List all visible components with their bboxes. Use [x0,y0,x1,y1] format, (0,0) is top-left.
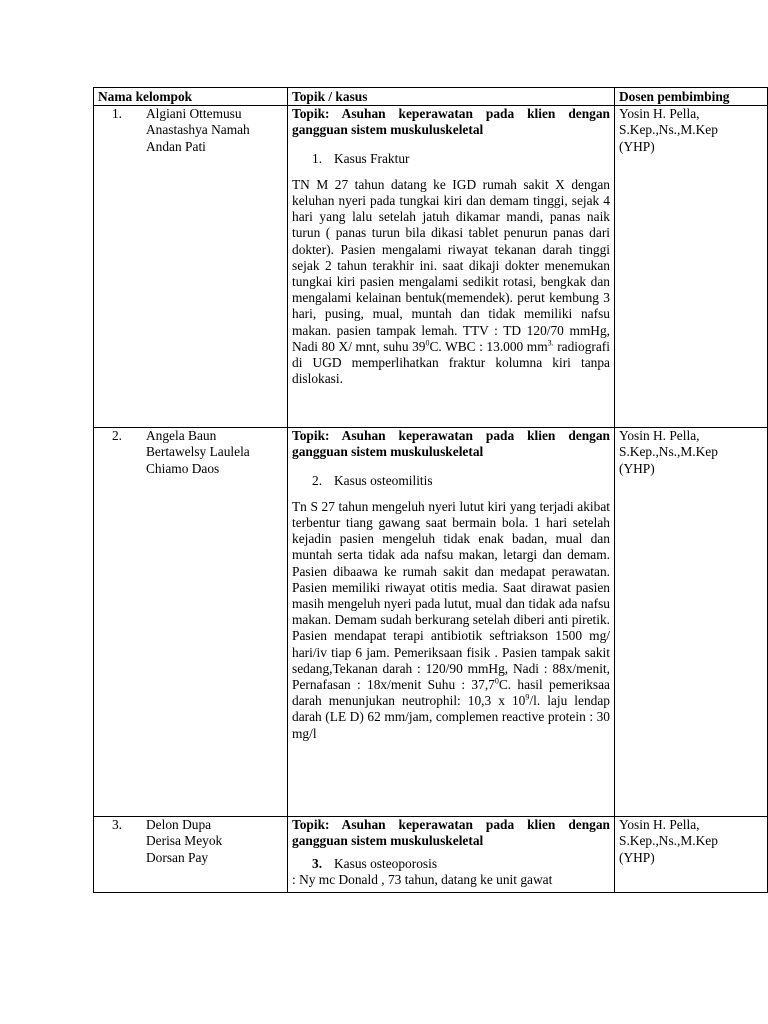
case-title: Kasus osteomilitis [334,472,433,488]
case-description: : Ny mc Donald , 73 tahun, datang ke unit gawat [292,871,553,887]
lecturer-degree: S.Kep.,Ns.,M.Kep [619,833,718,849]
member-name: Angela Baun [146,428,217,444]
lecturer-name: Yosin H. Pella, [619,817,700,833]
topic-title: Topik: Asuhan keperawatan pada klien dengan gangguan sistem muskuluskeletal [292,106,610,138]
case-number: 1. [312,150,323,166]
case-text: Tn S 27 tahun mengeluh nyeri lutut kiri yang terjadi akibat terbentur tiang gawang saat bermain bola. 1 hari setelah kejadin pasien mengeluh tidak enak badan, mual dan muntah serta tidak ada nafsu makan, letargi dan demam. Pasien dibaawa ke rumah sakit dan medapat perawatan. Pasien memiliki riwayat otitis media. Saat dirawat pasien masih mengeluh nyeri pada lutut, mual dan tidak ada nafsu makan. Demam sudah berkurang setelah diberi anti piretik. Pasien mendapat terapi antibiotik seftriakson 1500 mg/ hari/iv tiap 6 jam. Pemeriksaan fisik . Pasien tampak sakit sedang,Tekanan darah : 120/90 mmHg, Nadi : 88x/menit, Pernafasan : 18x/menit Suhu : 37,7 [292,498,610,693]
lecturer-degree: S.Kep.,Ns.,M.Kep [619,444,718,460]
lecturer-name: Yosin H. Pella, [619,106,700,122]
case-text: radiografi di UGD memperlihatkan fraktur kolumna kiri tanpa dislokasi. [292,338,610,387]
case-description [292,177,610,392]
table-row [94,817,768,893]
superscript: 0 [425,338,430,348]
case-title: Kasus osteoporosis [334,855,438,871]
case-description [292,499,610,746]
table-row [94,428,768,817]
group-number: 1. [111,106,122,122]
topic-cell [288,817,615,893]
case-text: C. WBC : 13.000 mm [429,338,548,354]
case-number: 2. [312,472,323,488]
header-lecturer: Dosen pembimbing [615,88,768,106]
case-title: Kasus Fraktur [334,150,410,166]
case-text: /l. laju lendap darah (LE D) 62 mm/jam, complemen reactive protein : 30 mg/l [292,693,610,741]
case-heading [292,856,610,872]
case-heading [292,151,610,167]
case-number: 3. [312,855,323,871]
lecturer-cell [615,428,768,817]
case-text: TN M 27 tahun datang ke IGD rumah sakit X dengan keluhan nyeri pada tungkai kiri dan demam tinggi, sejak 4 hari yang lalu setelah jatuh dikamar mandi, panas naik turun ( panas turun bila dikasi tablet penurun panas dari dokter). Pasien mengalami riwayat tekanan darah tinggi sejak 2 tahun terakhir ini. saat dikaji dokter menemukan tungkai kiri pasien mengalami sedikit rotasi, bengkak dan mengalami kelainan bentuk(memendek). perut kembung 3 hari, pusing, mual, muntah dan tidak memiliki nafsu makan. pasien tampak lemah. TTV : TD 120/70 mmHg, Nadi 80 X/ mnt, suhu 39 [292,176,610,354]
member-name: Andan Pati [146,138,206,154]
group-number: 3. [111,817,122,833]
group-number: 2. [111,428,122,444]
group-cell [94,428,288,817]
topic-cell [288,428,615,817]
case-text: C. hasil pemeriksaa darah menunjukan neutrophil: 10,3 x 10 [292,677,610,709]
superscript: 0 [494,676,499,686]
member-name: Dorsan Pay [146,849,209,865]
header-topic: Topik / kasus [288,88,615,106]
lecturer-initials: (YHP) [619,460,655,476]
header-row [94,88,768,106]
case-heading [292,473,610,489]
topic-cell [288,106,615,428]
topic-title: Topik: Asuhan keperawatan pada klien dengan gangguan sistem muskuluskeletal [292,817,610,849]
group-cell [94,817,288,893]
topic-title: Topik: Asuhan keperawatan pada klien dengan gangguan sistem muskuluskeletal [292,428,610,460]
lecturer-cell [615,106,768,428]
lecturer-initials: (YHP) [619,138,655,154]
lecturer-initials: (YHP) [619,849,655,865]
lecturer-cell [615,817,768,893]
superscript: 9 [525,692,530,702]
member-name: Chiamo Daos [146,460,220,476]
lecturer-name: Yosin H. Pella, [619,428,700,444]
member-name: Algiani Ottemusu [146,106,242,122]
table-row [94,106,768,428]
lecturer-degree: S.Kep.,Ns.,M.Kep [619,122,718,138]
header-group-name: Nama kelompok [94,88,288,106]
member-name: Delon Dupa [146,817,212,833]
member-name: Bertawelsy Laulela [146,444,250,460]
group-assignment-table [93,87,768,893]
member-name: Anastashya Namah [146,122,250,138]
member-name: Derisa Meyok [146,833,223,849]
group-cell [94,106,288,428]
superscript: 3. [547,338,554,348]
